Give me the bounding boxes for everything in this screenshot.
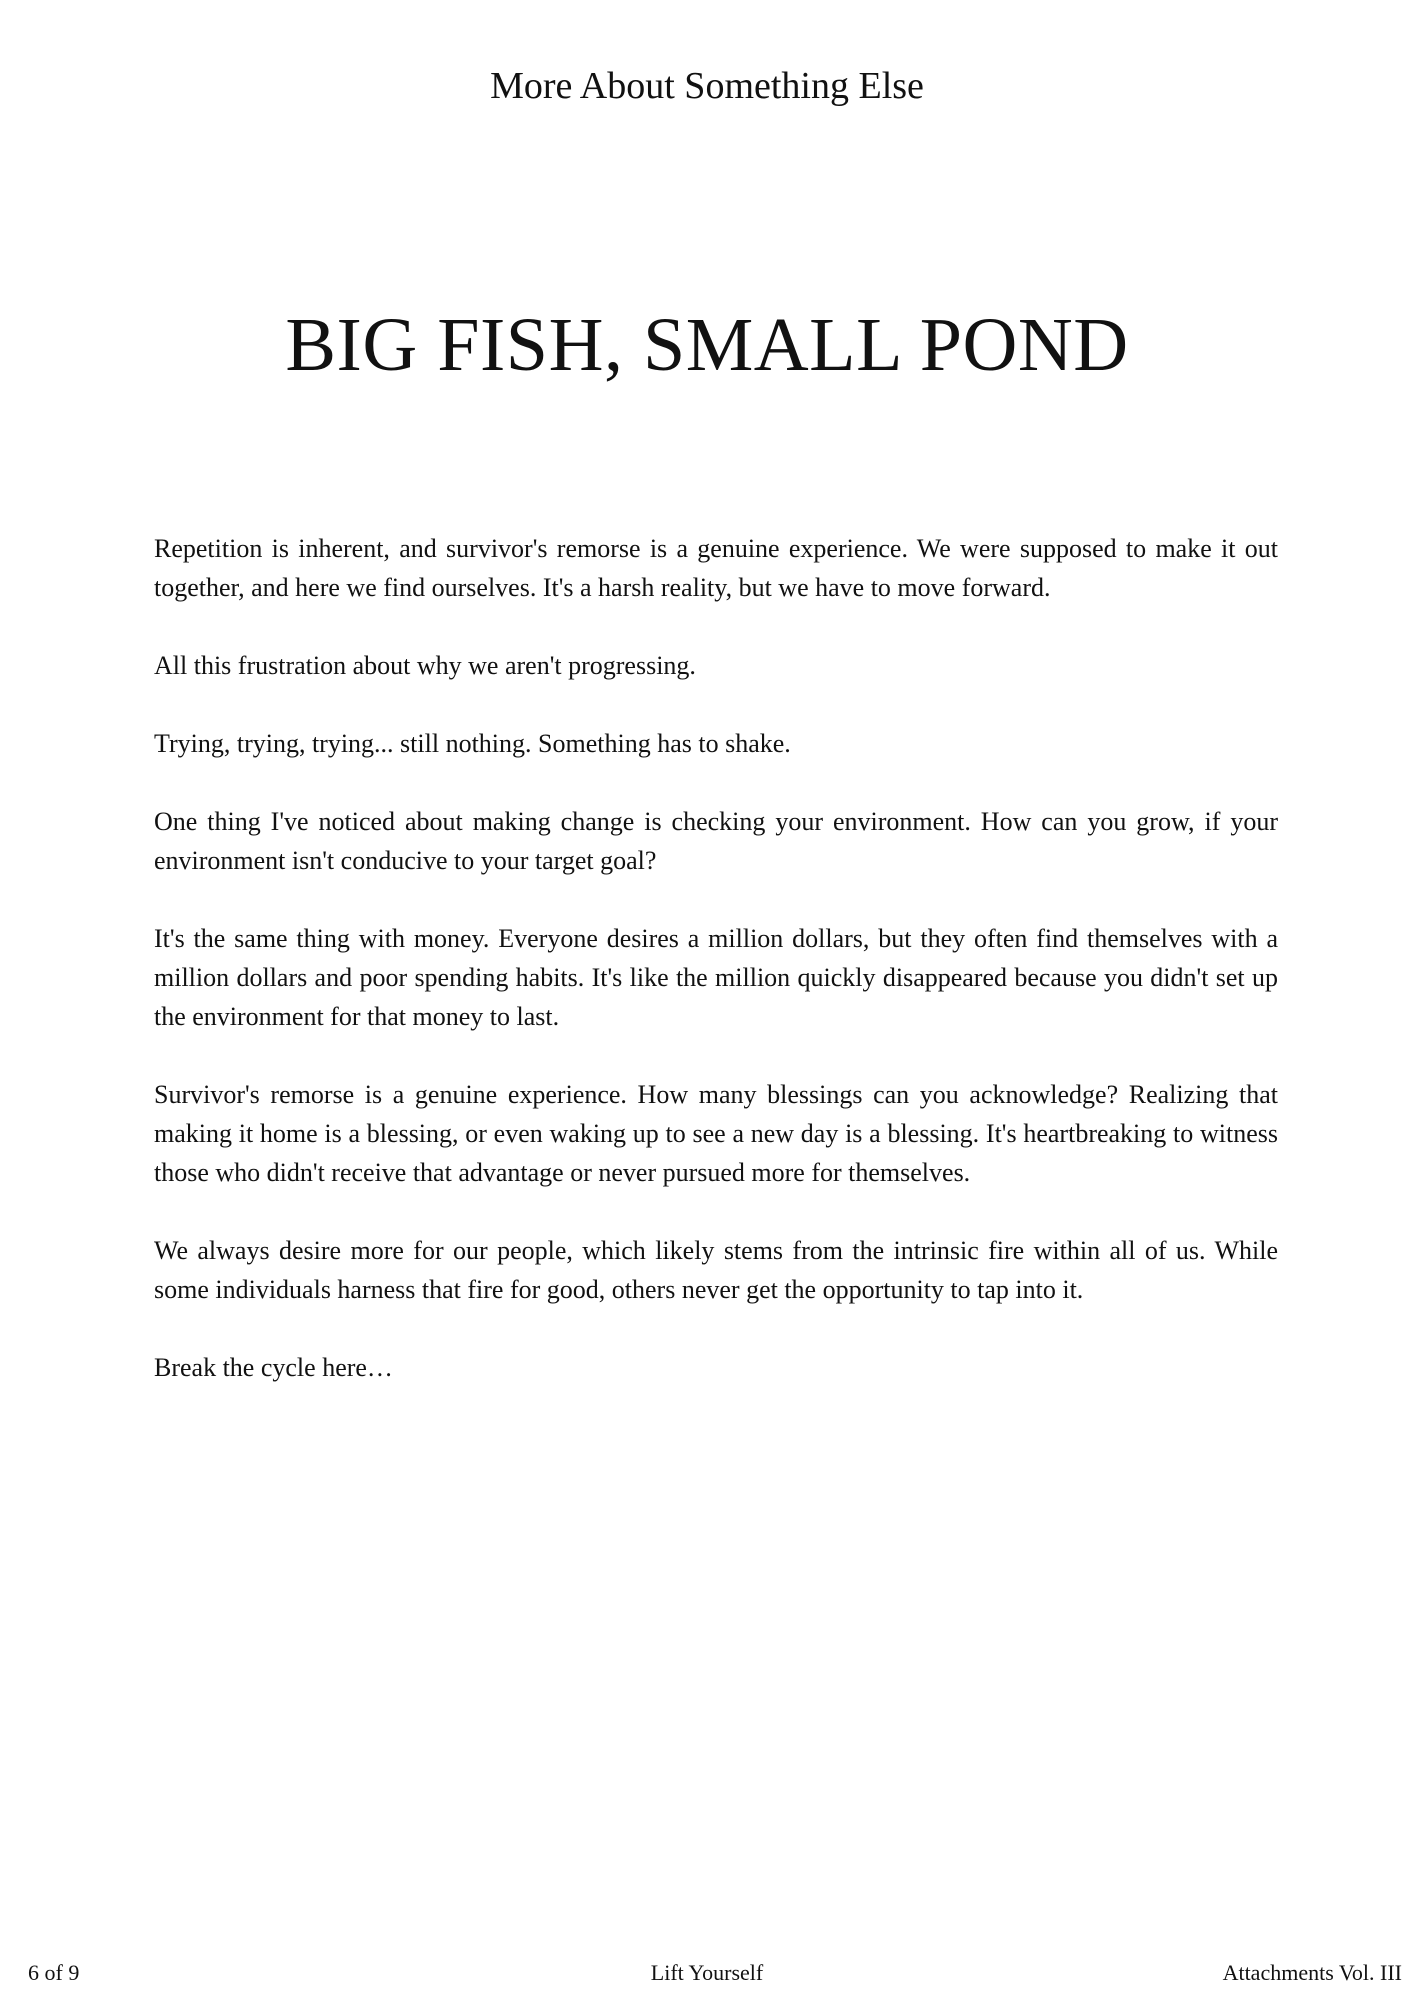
body-paragraph: One thing I've noticed about making change is checking your environment. How can you grow, if your environment isn't conducive to your target goal?: [154, 807, 1278, 875]
body-paragraph: All this frustration about why we aren't progressing.: [154, 651, 696, 680]
book-title: Lift Yourself: [650, 1960, 764, 1985]
body-paragraph: Trying, trying, trying... still nothing. Something has to shake.: [154, 729, 791, 758]
body-paragraph: Break the cycle here…: [154, 1353, 393, 1382]
volume-label: Attachments Vol. III: [1222, 1960, 1402, 1985]
running-header: More About Something Else: [490, 65, 924, 107]
body-paragraph: Survivor's remorse is a genuine experience. How many blessings can you acknowledge? Realizing that making it home is a blessing, or even waking up to see a new day is a blessing. It's heartbreaking to witness those who didn't receive that advantage or never pursued more for themselves.: [154, 1080, 1278, 1187]
body-paragraph: Repetition is inherent, and survivor's remorse is a genuine experience. We were supposed to make it out together, and here we find ourselves. It's a harsh reality, but we have to move forward.: [154, 534, 1278, 602]
chapter-title: BIG FISH, SMALL POND: [285, 303, 1129, 387]
body-paragraph: We always desire more for our people, which likely stems from the intrinsic fire within all of us. While some individuals harness that fire for good, others never get the opportunity to tap into it.: [154, 1236, 1278, 1304]
body-text: [154, 529, 1278, 1387]
page-number: 6 of 9: [28, 1960, 80, 1985]
body-paragraph: It's the same thing with money. Everyone desires a million dollars, but they often find themselves with a million dollars and poor spending habits. It's like the million quickly disappeared because you didn't set up the environment for that money to last.: [154, 924, 1278, 1031]
page-footer: [0, 1958, 1414, 1990]
